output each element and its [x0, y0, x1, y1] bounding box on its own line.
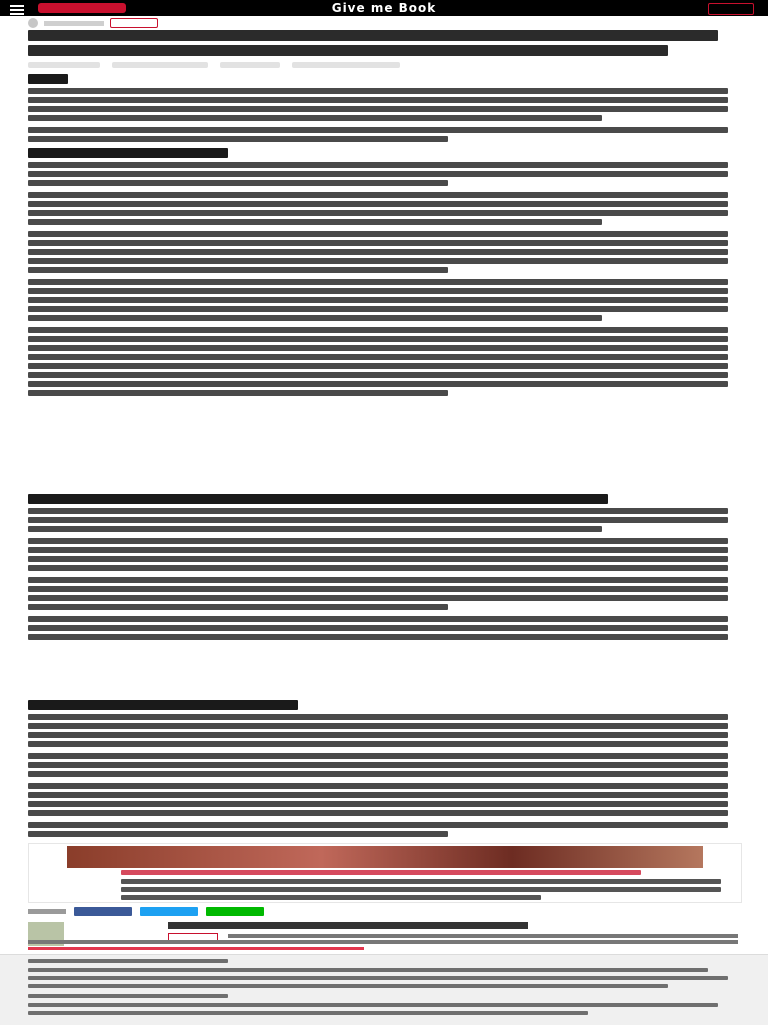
- promo-card[interactable]: [28, 843, 742, 903]
- paragraph: [28, 127, 728, 142]
- paragraph: [28, 231, 728, 273]
- paragraph: [28, 508, 728, 532]
- share-row: [28, 906, 264, 916]
- author-more-button[interactable]: [28, 947, 364, 950]
- share-line-icon[interactable]: [206, 907, 264, 916]
- share-twitter-icon[interactable]: [140, 907, 198, 916]
- site-name: Give me Book: [331, 1, 437, 15]
- paragraph: [28, 162, 728, 186]
- author-name[interactable]: [44, 21, 104, 26]
- share-facebook-icon[interactable]: [74, 907, 132, 916]
- section-heading: [28, 74, 728, 84]
- paragraph: [28, 783, 728, 816]
- paragraph: [28, 88, 728, 121]
- section-heading: [28, 148, 728, 158]
- paragraph: [28, 192, 728, 225]
- follow-button[interactable]: [110, 18, 158, 28]
- paragraph: [28, 327, 728, 396]
- section-heading: [28, 700, 728, 710]
- paragraph: [28, 616, 728, 640]
- article-section-3: [28, 700, 728, 843]
- header-action-button[interactable]: [708, 3, 754, 15]
- related-footer: [0, 954, 768, 1025]
- paragraph: [28, 538, 728, 571]
- share-label: [28, 909, 66, 914]
- promo-banner-image[interactable]: [67, 846, 703, 868]
- author-bio: [228, 934, 738, 938]
- article-section-2: [28, 494, 728, 646]
- paragraph: [28, 577, 728, 610]
- article-title: [28, 30, 718, 60]
- tag[interactable]: [220, 62, 280, 68]
- author-box-name[interactable]: [168, 922, 528, 929]
- article-tags: [28, 62, 400, 68]
- author-box: [28, 920, 740, 950]
- paragraph: [28, 714, 728, 747]
- top-navigation-bar: [0, 0, 768, 16]
- paragraph: [28, 279, 728, 321]
- author-avatar[interactable]: [28, 18, 38, 28]
- tag[interactable]: [112, 62, 208, 68]
- tag[interactable]: [292, 62, 400, 68]
- article-body: [28, 74, 728, 402]
- paragraph: [28, 822, 728, 837]
- tag[interactable]: [28, 62, 100, 68]
- author-meta-row: [28, 18, 158, 28]
- paragraph: [28, 753, 728, 777]
- section-heading: [28, 494, 728, 504]
